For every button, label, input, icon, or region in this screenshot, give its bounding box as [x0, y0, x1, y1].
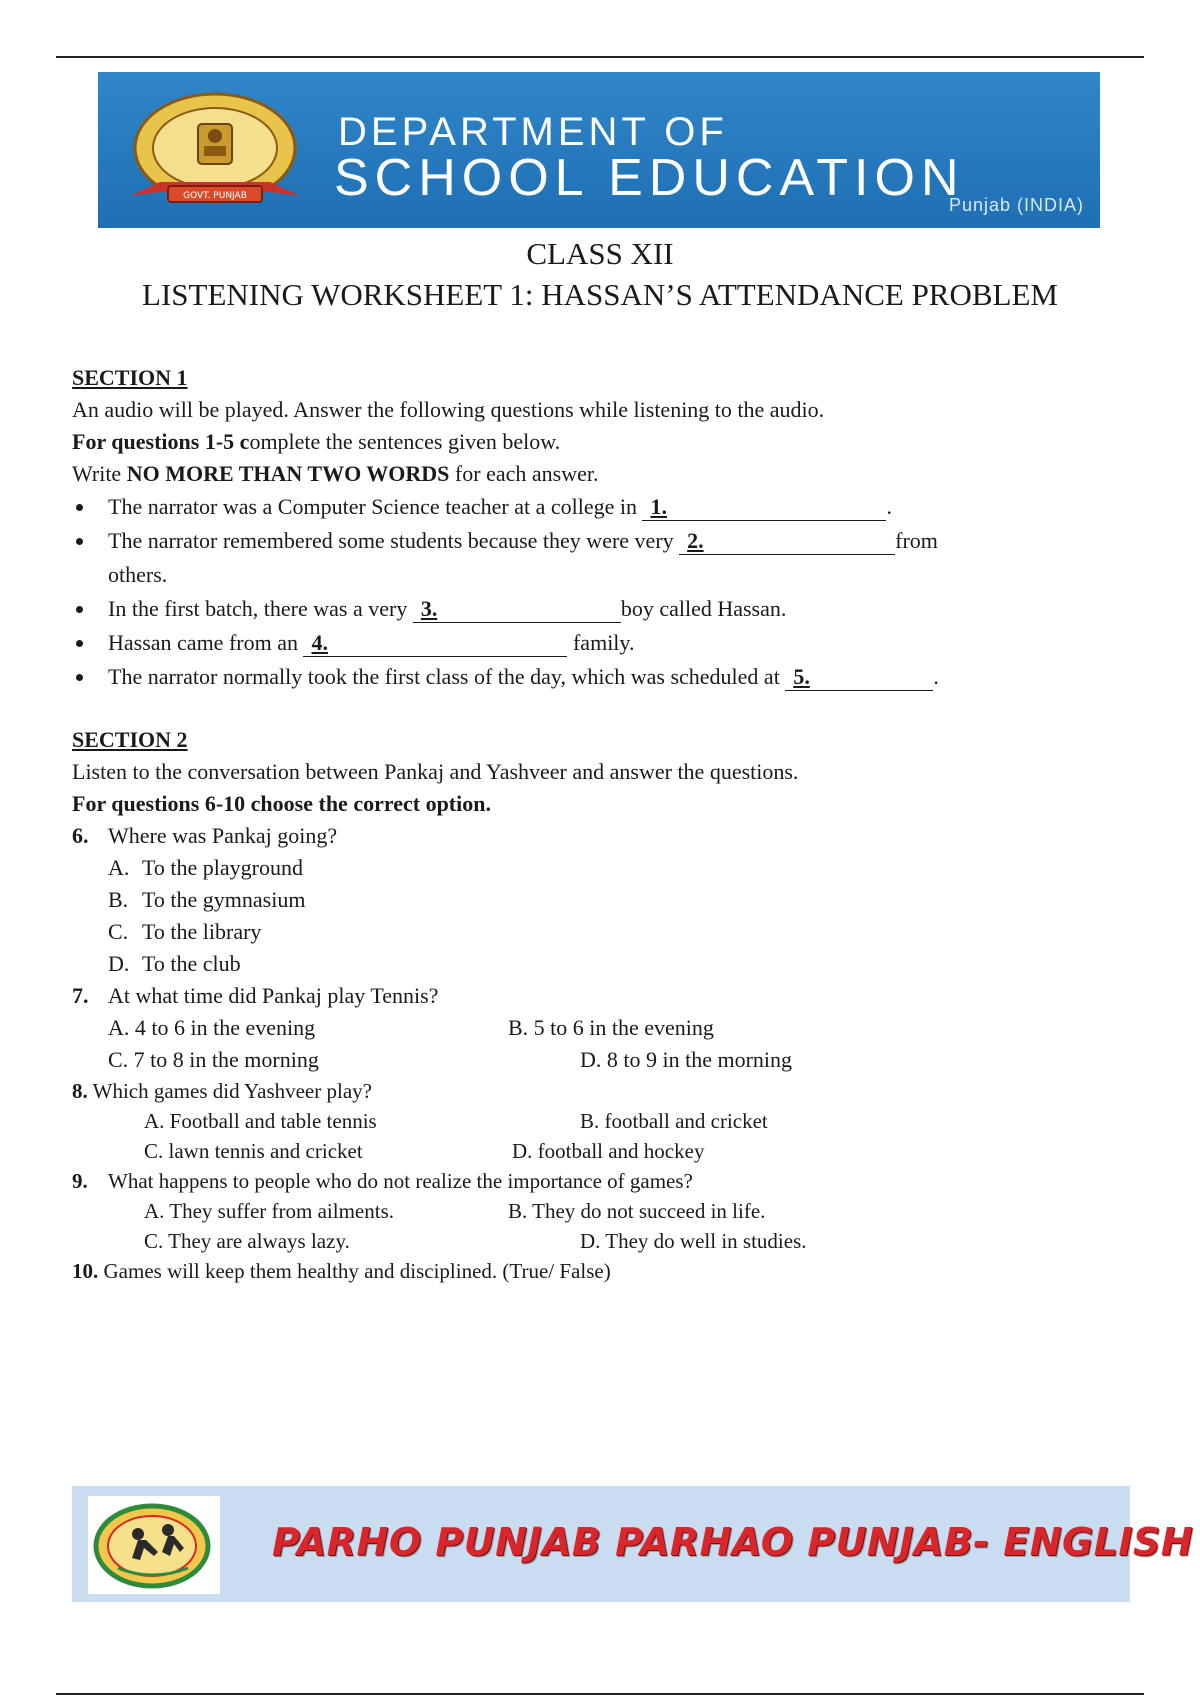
parho-punjab-logo-icon — [88, 1496, 220, 1594]
option-letter: B. — [108, 887, 129, 912]
item-continuation: others. — [108, 562, 168, 587]
option-letter: D. — [108, 951, 130, 976]
item-end: . — [933, 664, 939, 689]
question-number: 6. — [72, 823, 89, 848]
question-6 — [72, 820, 1132, 852]
question-text: At what time did Pankaj play Tennis? — [108, 983, 439, 1008]
emblem-label: GOVT. PUNJAB — [183, 191, 247, 201]
instruction-bold: For questions 1-5 c — [72, 429, 250, 454]
options-row — [72, 1136, 1132, 1166]
spacer — [72, 694, 1132, 724]
footer-logo — [88, 1496, 220, 1594]
question-8 — [72, 1076, 1132, 1106]
question-9 — [72, 1166, 1132, 1196]
instruction-bold: NO MORE THAN TWO WORDS — [126, 461, 450, 486]
option-8d[interactable]: D. football and hockey — [512, 1139, 705, 1163]
list-item — [72, 592, 1132, 626]
bullet-icon — [76, 504, 83, 511]
banner-line-3: Punjab (INDIA) — [948, 195, 1084, 215]
bullet-icon — [76, 674, 83, 681]
option-7a[interactable]: A. 4 to 6 in the evening — [108, 1015, 316, 1040]
item-end: from — [895, 528, 938, 553]
options-row — [72, 1196, 1132, 1226]
option-text: To the club — [142, 951, 241, 976]
banner-line-2: SCHOOL EDUCATION — [334, 149, 965, 207]
question-number: 9. — [72, 1169, 88, 1193]
instruction-rest: omplete the sentences given below. — [249, 429, 561, 454]
footer-banner — [72, 1486, 1194, 1602]
department-banner — [98, 72, 1100, 228]
question-text: What happens to people who do not realize the importance of games? — [108, 1169, 693, 1193]
option-6b[interactable] — [72, 884, 1132, 916]
option-7c[interactable]: C. 7 to 8 in the morning — [108, 1047, 319, 1072]
item-text: The narrator remembered some students because they were very — [108, 528, 680, 553]
section-2-heading: SECTION 2 — [72, 727, 188, 752]
list-item — [72, 490, 1132, 524]
worksheet-content — [72, 362, 1132, 1286]
option-9d[interactable]: D. They do well in studies. — [580, 1229, 807, 1253]
question-number: 8. — [72, 1079, 88, 1103]
option-9c[interactable]: C. They are always lazy. — [144, 1229, 350, 1253]
section-1-instruction-1: An audio will be played. Answer the following questions while listening to the audio. — [72, 397, 825, 422]
option-text: To the playground — [142, 855, 303, 880]
section-1-heading: SECTION 1 — [72, 365, 188, 390]
option-6c[interactable] — [72, 916, 1132, 948]
item-end: family. — [567, 630, 635, 655]
banner-line-1: DEPARTMENT OF — [338, 110, 728, 154]
option-text: To the gymnasium — [142, 887, 306, 912]
question-7 — [72, 980, 1132, 1012]
option-6d[interactable] — [72, 948, 1132, 980]
question-number: 7. — [72, 983, 89, 1008]
option-7b[interactable]: B. 5 to 6 in the evening — [508, 1015, 714, 1040]
top-rule — [56, 56, 1144, 58]
item-text: The narrator normally took the first class of the day, which was scheduled at — [108, 664, 786, 689]
list-item — [72, 626, 1132, 660]
fill-in-list — [72, 490, 1132, 694]
answer-blank-2[interactable]: 2. — [679, 528, 895, 555]
section-1-instruction-3 — [72, 458, 1132, 490]
option-9b[interactable]: B. They do not succeed in life. — [508, 1199, 766, 1223]
section-2-instruction-1: Listen to the conversation between Pankaj and Yashveer and answer the questions. — [72, 759, 799, 784]
options-row — [72, 1106, 1132, 1136]
bullet-icon — [76, 538, 83, 545]
question-text: Where was Pankaj going? — [108, 823, 338, 848]
instruction-post: for each answer. — [449, 461, 599, 486]
question-text: Which games did Yashveer play? — [92, 1079, 372, 1103]
option-8b[interactable]: B. football and cricket — [580, 1109, 768, 1133]
punjab-emblem-icon — [120, 86, 310, 216]
item-text: The narrator was a Computer Science teacher at a college in — [108, 494, 643, 519]
section-2-instruction-2: For questions 6-10 choose the correct option. — [72, 791, 491, 816]
footer-title: PARHO PUNJAB PARHAO PUNJAB- ENGLISH — [272, 1520, 1194, 1564]
question-text: Games will keep them healthy and disciplined. (True/ False) — [103, 1259, 611, 1283]
answer-blank-4[interactable]: 4. — [303, 630, 567, 657]
bullet-icon — [76, 606, 83, 613]
answer-blank-1[interactable]: 1. — [642, 494, 886, 521]
question-10 — [72, 1256, 1132, 1286]
option-6a[interactable] — [72, 852, 1132, 884]
list-item — [72, 660, 1132, 694]
options-row — [72, 1226, 1132, 1256]
option-text: To the library — [142, 919, 262, 944]
list-item — [72, 524, 1132, 592]
question-number: 10. — [72, 1259, 99, 1283]
answer-blank-5[interactable]: 5. — [785, 664, 933, 691]
option-letter: C. — [108, 919, 129, 944]
option-8c[interactable]: C. lawn tennis and cricket — [144, 1139, 363, 1163]
item-end: . — [886, 494, 892, 519]
bullet-icon — [76, 640, 83, 647]
option-letter: A. — [108, 855, 130, 880]
questions-8-10 — [72, 1076, 1132, 1286]
options-row — [72, 1044, 1132, 1076]
option-9a[interactable]: A. They suffer from ailments. — [144, 1199, 395, 1223]
class-title: CLASS XII — [526, 236, 674, 271]
instruction-pre: Write — [72, 461, 127, 486]
item-text: Hassan came from an — [108, 630, 304, 655]
item-text: In the first batch, there was a very — [108, 596, 413, 621]
options-row — [72, 1012, 1132, 1044]
section-1-instruction-2 — [72, 426, 1132, 458]
option-7d[interactable]: D. 8 to 9 in the morning — [580, 1047, 793, 1072]
worksheet-title: LISTENING WORKSHEET 1: HASSAN’S ATTENDANCE PROBLEM — [142, 277, 1058, 312]
option-8a[interactable]: A. Football and table tennis — [144, 1109, 377, 1133]
bottom-rule — [56, 1693, 1144, 1695]
item-end: boy called Hassan. — [620, 596, 787, 621]
answer-blank-3[interactable]: 3. — [413, 596, 621, 623]
